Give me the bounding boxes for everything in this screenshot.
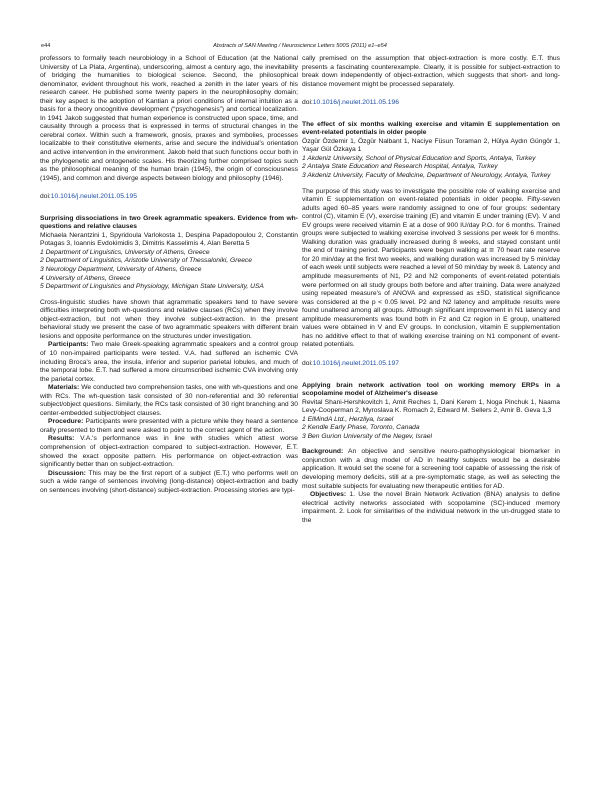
- continuation-text: cally premised on the assumption that object-extraction is more costly. E.T. thus presents a fascinating counterexample. Clearly, it is possible for subject-extraction to break down independently of object-extraction, which suggests that short- and long-distance movement might be processed separately.: [302, 55, 560, 88]
- article-authors: Özgür Özdemir 1, Özgür Nalbant 1, Naciye Füsun Toraman 2, Hülya Aydın Güngör 1, Yaşar Gül Özkaya 1: [302, 137, 560, 154]
- abstract-body: The purpose of this study was to investigate the possible role of walking exercise and vitamin E supplementation on event-related potentials in older people. Fifty-seven adults aged 60–85 years were randomly assigned to one of four groups: sedentary control (C), vitamin E (V), exercise training (E) and vitamin E under training (EV). V and EV groups were received vitamin E at a dose of 900 IU/day P.O. for 6 months. Trained groups were subjected to walking exercise involved 3 sessions per week for 6 months. Walking duration was gradually increased during 8 weeks, and stayed constant until the end of training period. Participants were begun walking at ≅ 70 heart rate reserve for 20 min/day at the first two weeks, and walking duration was increased by 5 min/day of each week until subjects were reached a level of 50 min/day by week 8. Latency and amplitude measurements of N1, P2 and N2 components of event-related potentials were performed on all study groups both before and after training. Data were analyzed using repeated measure's of ANOVA and expressed as ±SD, statistical significance was considered at the p < 0.05 level. P2 and N2 latency and amplitude results were found unaltered among all groups. Although significant improvement in N1 latency and amplitude measurements was found both in Fz and Cz region in E group, unaltered values were obtained in V and EV groups. In conclusion, vitamin E supplementation has no additive effect to that of walking exercise training on N1 component of event-related potentials.: [302, 187, 560, 349]
- section-label: Materials:: [48, 384, 80, 392]
- affiliation: 5 Department of Linguistics and Physiology, Michigan State University, USA: [40, 283, 264, 291]
- section-label: Results:: [48, 435, 75, 443]
- affiliation: 2 Department of Linguistics, Aristotle University of Thessaloniki, Greece: [40, 257, 252, 265]
- section-label: Objectives:: [310, 491, 347, 499]
- materials-paragraph: [40, 384, 298, 418]
- article-title: Applying brain network activation tool on working memory ERPs in a scopolamine model of Alzheimer's disease: [302, 381, 560, 398]
- affiliation: 1 ElMindA Ltd., Herzliya, Israel: [302, 415, 394, 423]
- section-label: Discussion:: [48, 469, 86, 477]
- affiliation: 4 University of Athens, Greece: [40, 274, 131, 282]
- objectives-paragraph: [302, 491, 560, 525]
- section-text: Two male Greek-speaking agrammatic speakers and a control group of 10 non-impaired participants were tested. V.A. had suffered an ischemic CVA including Broca's area, the insula, inferior and superior parietal lobules, and much of the temporal lobe. E.T. had suffered a more circumscribed ischemic CVA involving only the parietal cortex.: [40, 341, 298, 383]
- doi-link[interactable]: 10.1016/j.neulet.2011.05.195: [50, 193, 137, 201]
- doi-label: doi:: [302, 359, 313, 367]
- affiliation: 1 Akdeniz University, School of Physical Education and Sports, Antalya, Turkey: [302, 154, 536, 162]
- doi-link[interactable]: 10.1016/j.neulet.2011.05.196: [312, 99, 399, 107]
- right-column: [302, 55, 560, 525]
- section-text: We conducted two comprehension tasks, one with wh-questions and one with RCs. The wh-question task consisted of 30 non-referential and 30 referential subject/object questions. Similarly, the RCs task consisted of 30 right branching and 30 center-embedded subject/object clauses.: [40, 384, 298, 417]
- article-authors: Revital Shani-Hershkovitch 1, Amit Reches 1, Dani Kerem 1, Noga Pinchuk 1, Naama Levy-Cooperman 2, Myroslava K. Romach 2, Edward M. Sellers 2, Amir B. Geva 1,3: [302, 398, 560, 415]
- affiliation: 3 Ben Gurion University of the Negev, Israel: [302, 432, 432, 440]
- doi-link[interactable]: 10.1016/j.neulet.2011.05.197: [312, 359, 399, 367]
- section-label: Participants:: [48, 341, 89, 349]
- procedure-paragraph: [40, 418, 298, 435]
- abstract-intro: Cross-linguistic studies have shown that agrammatic speakers tend to have severe difficulties interpreting both wh-questions and relative clauses (RCs) when they involve object-extraction, but not when they involve subject-extraction. In the present behavioral study we present the case of two agrammatic speakers with different brain lesions and opposite performance on the structures under investigation.: [40, 298, 298, 340]
- section-label: Background:: [302, 448, 344, 456]
- continuation-text: professors to formally teach neurobiology in a School of Education (at the National University of La Plata, Argentina), underscoring, almost a century ago, the inevitability of bridging the humanities to biological science. Second, the philosophical denominator, evident throughout his work, reached a zenith in the later years of his research career. He published some twenty papers in the neurophilosophy domain; their key aspect is the adoption of Kantian a priori conditions of internal intuition as a basis for a theory oncognitive development (“psychogenesis”) and cortical localization. In 1941 Jakob suggested that human experience is constructed upon space, time, and causality through a process that is expressed in terms of structural changes in the cerebral cortex. Within such a framework, gnosis, praxes and symbolies, processes localizable to their constitutive elements, arise and secure the individual's orientation and active intervention in the environment. Jakob held that such functions occur both in the phylogenetic and ontogenetic scales. His theorizing further comprised topics such as the philosophical meaning of the human brain (1945), the origin of consciousness (1945), and common and diverge aspects between biology and philosophy (1946).: [40, 55, 298, 182]
- section-label: Procedure:: [48, 418, 84, 426]
- section-text: Participants were presented with a picture while they heard a sentence orally presented to them and were asked to point to the correct agent of the action.: [40, 418, 298, 434]
- section-text: V.A.'s performance was in line with studies which attest worse comprehension of object-extraction compared to subject-extraction. However, E.T. showed the exact opposite pattern. His performance on object-extraction was significantly better than on subject-extraction.: [40, 435, 299, 469]
- page-number: e44: [41, 43, 51, 49]
- article-title: The effect of six months walking exercise and vitamin E supplementation on event-related potentials in older people: [302, 120, 560, 137]
- section-text: This may be the first report of a subject (E.T.) who performs well on such a wide range of sentences involving (long-distance) object-extraction and badly on sentences involving (short-distance) subject-extraction. Processing stories are typi-: [40, 469, 298, 494]
- background-paragraph: [302, 448, 560, 491]
- doi-line: [40, 193, 298, 202]
- doi-line: [302, 360, 560, 369]
- affiliation: 2 Antalya State Education and Research Hospital, Antalya, Turkey: [302, 163, 498, 171]
- affiliation: 3 Neurology Department, University of Athens, Greece: [40, 266, 202, 274]
- results-paragraph: [40, 435, 298, 469]
- section-text: An objective and sensitive neuro-pathophysiological biomarker in conjunction with a drug model of AD in healthy subjects would be a desirable application. It would set the scene for a screening tool capable of assessing the risk of developing memory deficits, still at a pre-symptomatic stage, as well as selecting the most suitable subjects for evaluating new therapeutic entities for AD.: [302, 448, 560, 490]
- affiliation: 1 Department of Linguistics, University of Athens, Greece: [40, 248, 210, 256]
- affiliation: 3 Akdeniz University, Faculty of Medicine, Department of Neurology, Antalya, Turkey: [302, 172, 551, 180]
- affiliation: 2 Kendle Early Phase, Toronto, Canada: [302, 424, 420, 432]
- journal-running-title: Abstracts of SAN Meeting / Neuroscience Letters 500S (2011) e1–e54: [213, 43, 387, 49]
- doi-label: doi:: [302, 99, 313, 107]
- discussion-paragraph: [40, 470, 298, 496]
- left-column: [40, 55, 298, 495]
- section-text: 1. Use the novel Brain Network Activation (BNA) analysis to define electrical activity networks associated with scopolamine (SC)-induced memory impairment. 2. Look for similarities of the individual network in the un-drugged state to the: [302, 491, 560, 524]
- doi-line: [302, 99, 560, 108]
- doi-label: doi:: [40, 193, 51, 201]
- participants-paragraph: [40, 341, 298, 384]
- article-authors: Michaela Nerantzini 1, Spyridoula Varlokosta 1, Despina Papadopoulou 2, Constantin Potagas 3, Ioannis Evdokimidis 3, Dimitris Kasselimis 4, Alan Beretta 5: [40, 231, 298, 248]
- article-title: Surprising dissociations in two Greek agrammatic speakers. Evidence from wh-questions and relative clauses: [40, 214, 298, 231]
